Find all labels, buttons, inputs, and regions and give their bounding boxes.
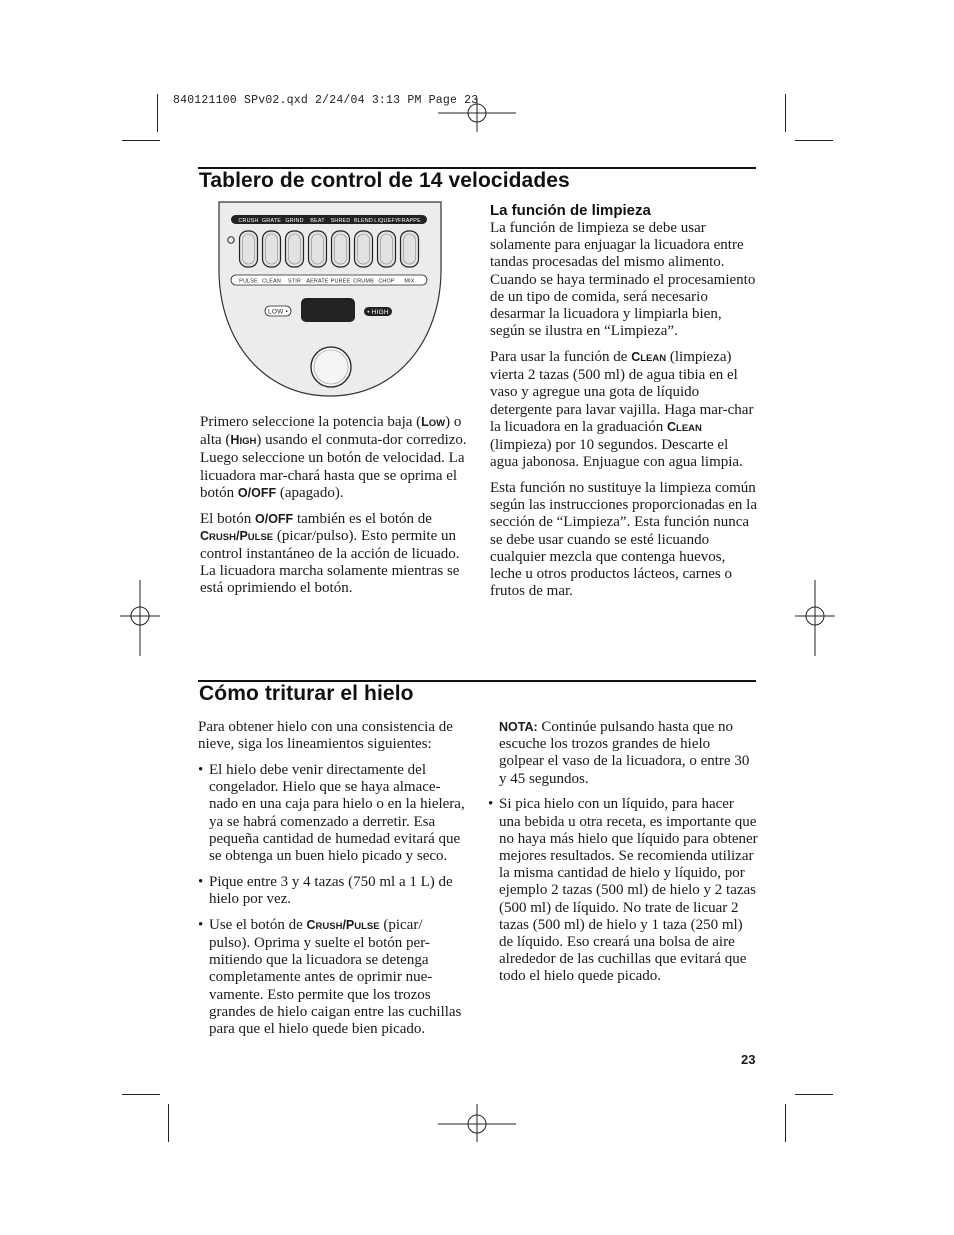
- panel-top-label: GRIND: [285, 218, 304, 224]
- panel-top-label: GRATE: [261, 218, 282, 224]
- paragraph-off-button: El botón O/OFF también es el botón de CRUSH/PULSE (picar/pulso). Esto permite un control instantáneo de la acción de licuado. La licuadora marcha solamente mientras se está oprimiendo el botón.: [200, 510, 460, 597]
- liquid-tips-list: [488, 796, 758, 985]
- panel-top-label: FRAPPE: [398, 218, 421, 224]
- ice-tips-list: [198, 762, 466, 1038]
- panel-bottom-label: PUREE: [330, 278, 351, 285]
- panel-bottom-label: CLEAN: [262, 278, 281, 285]
- slide-switch: [301, 298, 355, 322]
- panel-top-label: SHRED: [330, 218, 351, 224]
- registration-mark-icon: [438, 98, 516, 134]
- right-column-section2: [488, 719, 758, 994]
- list-item: • El hielo debe venir directamente del congelador. Hielo que se haya almace-nado en una caja para hielo o en la hielera, ya se habrá comenzado a derretir. Esa pequeña cantidad de humedad evitará que se obtenga un buen hielo picado y seco.: [198, 762, 466, 865]
- crop-mark: [785, 94, 786, 132]
- low-label: LOW •: [268, 308, 288, 316]
- page-number: 23: [741, 1052, 756, 1067]
- off-button: [311, 347, 351, 387]
- panel-bottom-label: PULSE: [239, 278, 258, 285]
- list-item: • Use el botón de CRUSH/PULSE (picar/ pulso). Oprima y suelte el botón per-mitiendo que la licuadora se detenga completamente antes de oprimir nue-vamente. Esto permite que los trozos grandes de hielo caigan entre las cuchillas para que el hielo quede bien picado.: [198, 917, 466, 1038]
- left-column-section1: [200, 414, 468, 606]
- crop-mark: [795, 140, 833, 141]
- panel-bottom-label: CHOP: [378, 278, 395, 285]
- paragraph-clean-warning: Esta función no sustituye la limpieza común según las instrucciones proporcionadas en la sección de “Limpieza”. Esta función nunca se debe usar cuando se esté licuando cualquier mezcla que contenga huevos, leche u otros productos lácteos, carnes o frutos de mar.: [490, 480, 758, 600]
- right-column-section1: [490, 220, 758, 609]
- registration-mark-icon: [438, 1104, 516, 1142]
- indicator-light-icon: [228, 237, 234, 243]
- panel-bottom-label: CRUMB: [353, 278, 374, 285]
- control-panel-illustration: [217, 200, 443, 400]
- paragraph-clean-usage: Para usar la función de CLEAN (limpieza) vierta 2 tazas (500 ml) de agua tibia en el vaso y agregue una gota de líquido detergente para lavar vajilla. Haga mar-char la licuadora en la graduación CLEAN (limpieza) por 10 segundos. Descarte el agua jabonosa. Enjuague con agua limpia.: [490, 349, 754, 471]
- panel-top-label: LIQUEFY: [374, 218, 399, 224]
- paragraph-note: NOTA: Continúe pulsando hasta que no escuche los trozos grandes de hielo golpear el vaso de la licuadora, o entre 30 y 45 segundos.: [499, 719, 750, 787]
- clean-function-heading: La función de limpieza: [490, 202, 651, 219]
- high-label: • HIGH: [367, 309, 389, 316]
- list-item: • Si pica hielo con un líquido, para hacer una bebida u otra receta, es importante que no haya más hielo que líquido para obtener mejores resultados. Se recomienda utilizar la misma cantidad de hielo y líquido, por ejemplo 2 tazas (500 ml) de hielo y 2 tazas (500 ml) de líquido. No trate de licuar 2 tazas (500 ml) de hielo y 1 taza (250 ml) de líquido. Eso creará una bolsa de aire alrededor de las cuchillas que evitará que todo el hielo quede picado.: [488, 796, 758, 985]
- panel-top-label: BLEND: [354, 218, 373, 224]
- crop-mark: [122, 140, 160, 141]
- crop-mark: [168, 1104, 169, 1142]
- registration-mark-icon: [795, 580, 835, 656]
- crop-mark: [157, 94, 158, 132]
- panel-top-label: BEAT: [310, 218, 325, 224]
- paragraph-clean-intro: La función de limpieza se debe usar solamente para enjuagar la licuadora entre tandas procesadas del mismo alimento. Cuando se haya terminado el procesamiento de un tipo de comida, será necesario desarmar la licuadora y limpiarla bien, según se ilustra en “Limpieza”.: [490, 220, 756, 340]
- crop-mark: [122, 1094, 160, 1095]
- crop-mark: [785, 1104, 786, 1142]
- panel-bottom-label: AERATE: [306, 278, 329, 285]
- bottom-label-bar: [231, 275, 427, 285]
- crop-mark: [795, 1094, 833, 1095]
- section-title-control-panel: Tablero de control de 14 velocidades: [199, 169, 570, 192]
- list-item: • Pique entre 3 y 4 tazas (750 ml a 1 L) de hielo por vez.: [198, 874, 466, 908]
- panel-bottom-label: MIX: [404, 278, 415, 285]
- panel-bottom-label: STIR: [287, 278, 302, 285]
- print-slug: 840121100 SPv02.qxd 2/24/04 3:13 PM Page 23: [173, 94, 479, 107]
- paragraph-ice-intro: Para obtener hielo con una consistencia de nieve, siga los lineamientos siguientes:: [198, 719, 453, 753]
- paragraph-power-select: Primero seleccione la potencia baja (LOW) o alta (HIGH) usando el conmuta-dor corredizo. Luego seleccione un botón de velocidad. La licuadora mar-chará hasta que se oprima el botón O/OFF (apagado).: [200, 414, 467, 501]
- left-column-section2: [198, 719, 466, 1047]
- panel-top-label: CRUSH: [238, 218, 259, 224]
- registration-mark-icon: [120, 580, 160, 656]
- speed-button: [240, 231, 258, 267]
- section-title-crush-ice: Cómo triturar el hielo: [199, 682, 414, 705]
